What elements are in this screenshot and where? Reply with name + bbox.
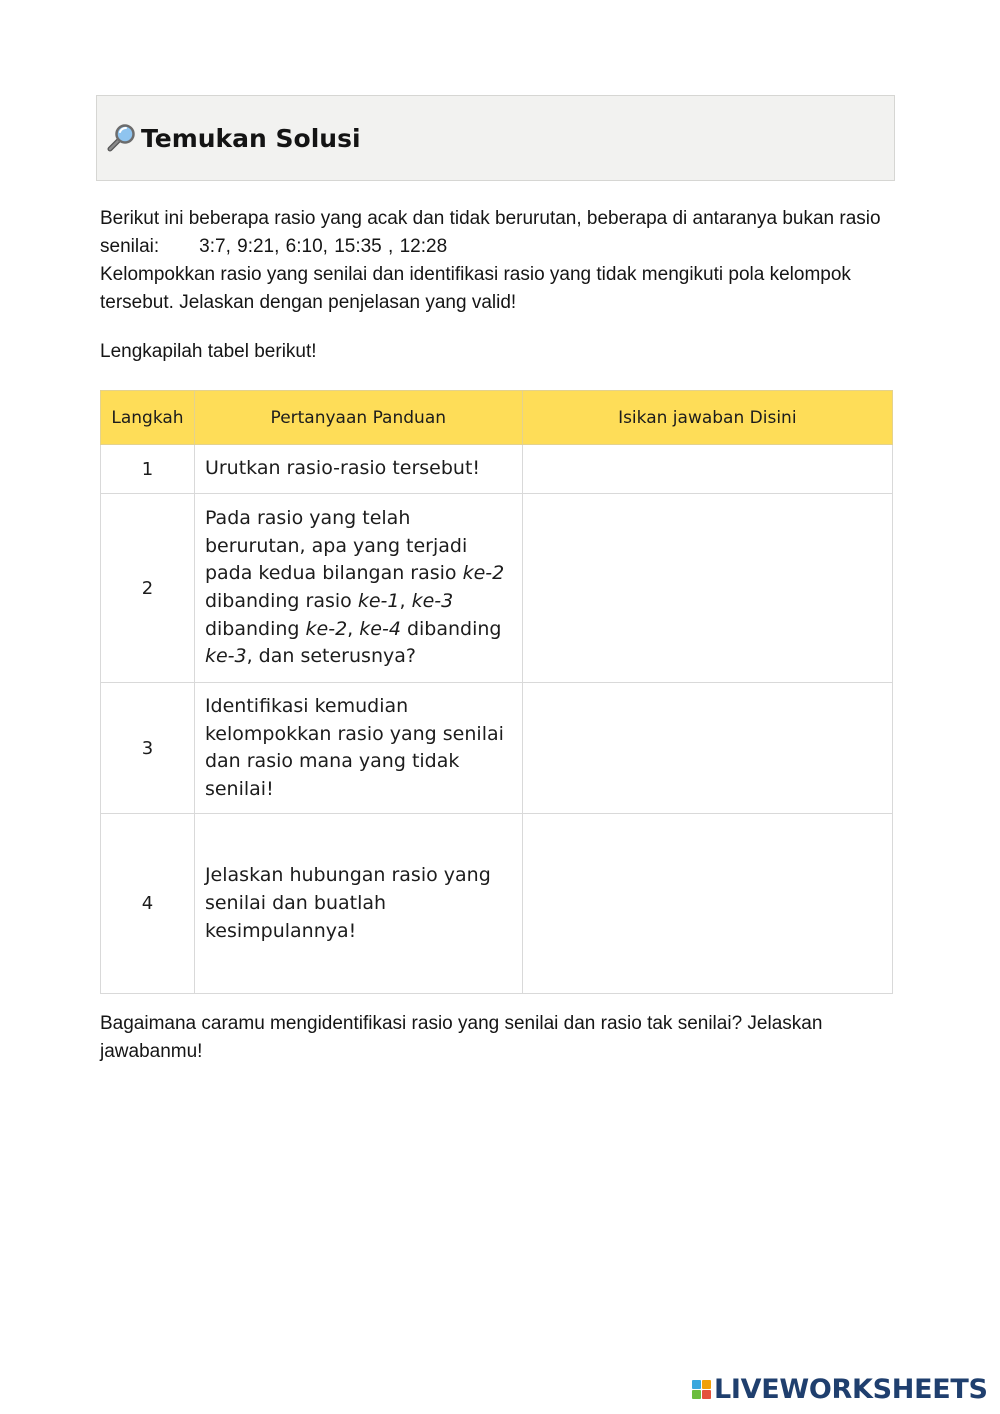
header-step: Langkah (101, 391, 195, 445)
step-question (194, 445, 522, 494)
table-row (101, 494, 893, 683)
magnifier-icon (106, 123, 136, 153)
answer-input[interactable] (523, 728, 892, 768)
answer-cell[interactable] (522, 445, 892, 494)
intro-text: Berikut ini beberapa rasio yang acak dan tidak berurutan, beberapa di antaranya bukan rasio senilai: (100, 208, 881, 257)
answer-input[interactable] (523, 449, 892, 489)
step-number: 3 (101, 683, 195, 814)
instruction-text: Lengkapilah tabel berikut! (100, 341, 317, 362)
header-question: Pertanyaan Panduan (194, 391, 522, 445)
step-question (194, 814, 522, 994)
liveworksheets-logo (692, 1374, 988, 1405)
step-number: 4 (101, 814, 195, 994)
answer-input[interactable] (523, 884, 892, 924)
logo-mark-icon (692, 1380, 711, 1399)
question-text: Jelaskan hubungan rasio yang senilai dan buatlah kesimpulannya! (204, 864, 491, 942)
brand-name: LIVEWORKSHEETS (714, 1374, 988, 1405)
question-text: Identifikasi kemudian kelompokkan rasio yang senilai dan rasio mana yang tidak senilai! (204, 695, 504, 800)
answer-cell[interactable] (522, 494, 892, 683)
ratio-list: 3:7, 9:21, 6:10, 15:35 , 12:28 (199, 236, 448, 257)
section-header (96, 95, 895, 181)
page-title: Temukan Solusi (141, 123, 361, 153)
steps-table (100, 390, 893, 994)
intro-task: Kelompokkan rasio yang senilai dan identifikasi rasio yang tidak mengikuti pola kelompok tersebut. Jelaskan dengan penjelasan yang valid! (100, 264, 851, 313)
answer-cell[interactable] (522, 683, 892, 814)
question-text: Pada rasio yang telah berurutan, apa yang terjadi pada kedua bilangan rasio ke-2 dibanding rasio ke-1, ke-3 dibanding ke-2, ke-4 dibanding ke-3, dan seterusnya? (204, 507, 505, 668)
table-row (101, 814, 893, 994)
answer-input[interactable] (523, 568, 892, 608)
question-text: Urutkan rasio-rasio tersebut! (204, 457, 481, 480)
step-number: 1 (101, 445, 195, 494)
answer-cell[interactable] (522, 814, 892, 994)
table-row (101, 683, 893, 814)
step-question (194, 683, 522, 814)
header-answer: Isikan jawaban Disini (522, 391, 892, 445)
table-header-row (101, 391, 893, 445)
step-question (194, 494, 522, 683)
table-row (101, 445, 893, 494)
closing-question: Bagaimana caramu mengidentifikasi rasio yang senilai dan rasio tak senilai? Jelaskan jawabanmu! (100, 1013, 823, 1062)
intro-paragraph (100, 205, 910, 317)
step-number: 2 (101, 494, 195, 683)
